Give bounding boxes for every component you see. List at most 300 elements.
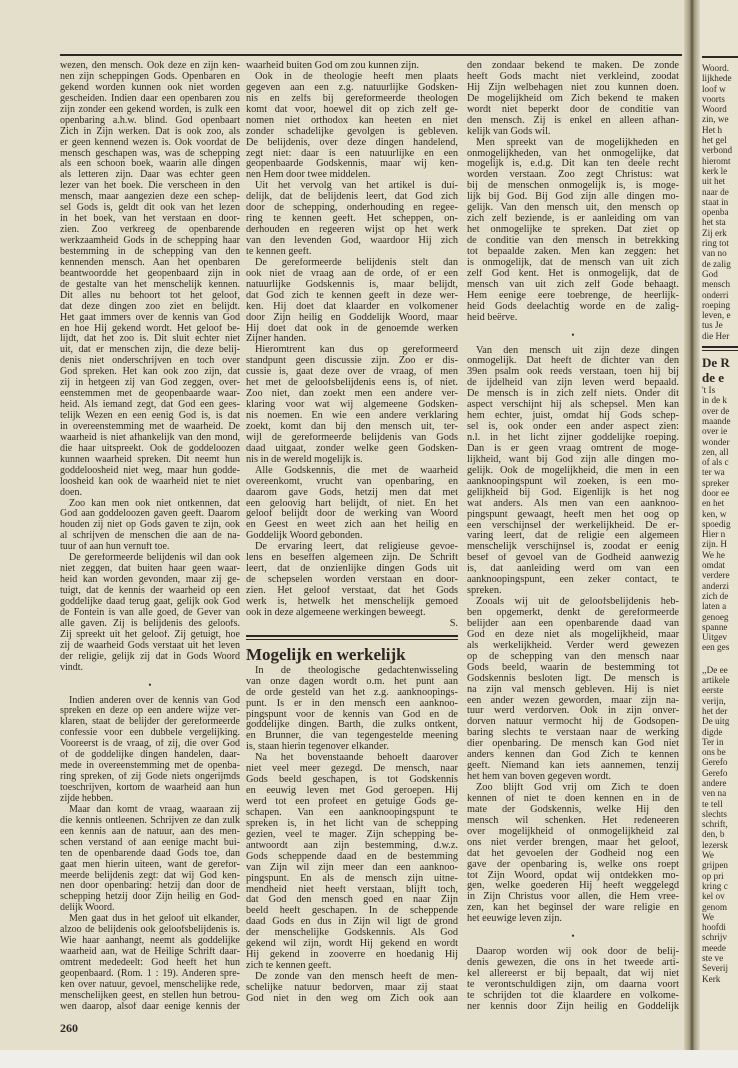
text-line: kerk le	[702, 165, 728, 176]
section-separator: •	[148, 679, 152, 690]
text-line: openbaring a.h.w. blind. God openbaart	[60, 115, 240, 126]
text-line: 39en psalm ook reeds verstaan, toen hij bij	[467, 367, 679, 378]
text-line: daad uitgaat, zonder welke geen Godsken-	[246, 443, 458, 454]
text-line: dier openbaring. De mensch kan God niet	[467, 739, 679, 750]
text-line: ken. Hij doet dat klaarder en volkomener	[246, 301, 458, 312]
text-line: telijk Wezen en een eenig God is, is dat	[60, 411, 240, 421]
text-line: Hij doet dat ook in de genoemde werken	[246, 323, 458, 334]
text-line: God niet in den weg om Zich ook aan	[246, 993, 458, 1004]
paragraph	[246, 61, 458, 72]
text-line: komt dat voor, hoewel dit op zich zelf ge-	[246, 104, 458, 115]
text-line: kel ov	[702, 891, 725, 902]
text-line: Goddelijk Woord gebonden.	[246, 531, 363, 542]
text-line: het hem van boven gegeven wordt.	[467, 772, 612, 783]
text-line: zich de	[702, 590, 729, 601]
text-line: mate der Godskennis, welke Hij den	[467, 804, 679, 815]
text-line: bij de menschen onmogelijk is, is moge-	[467, 181, 679, 192]
header-rule	[60, 54, 682, 56]
text-line: en eeuwig leven met God geroepen. Hij	[246, 786, 458, 797]
text-line: overeenkomt, vrucht van openbaring, en	[246, 476, 458, 487]
text-line: mensch van uit zich zelf Gode behaagt.	[467, 279, 679, 290]
text-line: ring te kennen geeft. Het scheppen, on-	[246, 214, 458, 225]
text-line: anderzi	[702, 580, 730, 591]
text-line: een geloovig hart belijdt, of niet. En het	[246, 498, 458, 509]
text-line: staat in	[702, 196, 729, 207]
text-line: de zalig	[702, 258, 731, 269]
text-line: de schepselen worden verstaan en door-	[246, 575, 458, 586]
text-line: alzoo de belijdenis ook geloofsbelijdenis is.	[60, 925, 240, 936]
text-line: klaren, staat de belijder der gereformeerde	[60, 717, 240, 728]
text-line: der menschelijke Godskennis. Als God	[246, 928, 458, 939]
column-3	[467, 61, 679, 1013]
text-line: en Geest en weet zich aan het heilig en	[246, 520, 458, 531]
text-line: dat God den mensch goed en naar Zijn	[246, 895, 458, 906]
text-line: in de k	[702, 395, 728, 406]
text-line: Zij spreekt uit het geloof. Zij getuigt, hoe	[60, 629, 240, 640]
text-line: en het	[702, 498, 725, 509]
text-line: meede	[702, 942, 726, 953]
text-line: God spreken. Het kan ook zoo zijn, dat	[60, 367, 240, 378]
text-line: zich te kennen geeft.	[246, 961, 332, 972]
text-line: dat het gevoelen der Godheid nog een	[467, 848, 679, 859]
text-line: Hieromtrent kan dus op gereformeerd	[255, 345, 458, 356]
text-line: 't Is	[702, 385, 716, 396]
text-line: niet zeggen, dat buiten haar geen waar-	[60, 564, 240, 575]
text-line: ring spreken, of zij Gode niets ongerijmds	[60, 772, 240, 783]
text-line: Dan is er geen vraag omtrent de moge-	[467, 443, 679, 454]
text-line: werd tot een profeet en getuige Gods ge-	[246, 797, 458, 807]
text-line: Godskennis besloten ligt. De mensch is	[467, 673, 679, 684]
text-line: lijk bij God. Bij God zijn alle dingen mo-	[467, 192, 679, 203]
text-line: wordt niet beperkt door de conditie van	[467, 104, 679, 115]
text-line: tus Je	[702, 320, 723, 331]
paragraph	[246, 466, 458, 543]
text-line: loosheid kan ook de waarheid niet te niet	[60, 476, 240, 487]
text-line: over ie	[702, 426, 728, 437]
section-rule	[246, 635, 458, 640]
text-line: ken over natuur, gevoel, menschelijke rede,	[60, 979, 240, 990]
text-line: een kennis aan de natuur, aan des men-	[60, 826, 240, 837]
text-line: omtrent mededeelt: God heeft het hun	[60, 958, 240, 968]
text-line: gezien, veel te mager. Zijn schepping be-	[246, 829, 458, 840]
text-line: wijl de gereformeerde belijdenis van Gods	[246, 432, 458, 443]
paragraph	[702, 63, 738, 341]
text-line: lens en beseffen algemeen zijn. De Schrift	[246, 553, 458, 564]
text-line: houden zij niet op Gods gaven te zijn, ook	[60, 520, 240, 531]
text-line: toeschrijven, kortom de waarheid aan hun	[60, 783, 240, 793]
text-line: God aan goddeloozen gaven geeft. Daarom	[60, 509, 240, 520]
text-line: een ges	[702, 642, 730, 653]
text-line: als een schoon boek, waarin alle dingen	[60, 159, 240, 170]
text-line: den mensch. Zij is enkel en alleen afhan-	[467, 115, 679, 126]
text-line: gelijkheid bij God. Eigenlijk is het nog	[467, 487, 679, 498]
paragraph	[467, 597, 679, 783]
text-line: Hier n	[702, 529, 726, 540]
text-line: hieromt	[702, 155, 731, 166]
text-line: heeft Gods macht niet verkleind, zoodat	[467, 71, 679, 82]
text-line: gekend worden kunnen ook niet worden	[60, 82, 240, 93]
article-heading: de e	[702, 370, 725, 386]
text-line: zegt niet: daar is een natuurlijke en een	[246, 148, 458, 159]
text-line: ste ve	[702, 953, 724, 964]
text-line: ten de openbarende daad Gods toe, dan	[60, 848, 240, 859]
text-line: Woord	[702, 104, 727, 115]
text-line: mendheid niet heeft verstaan, blijft toch,	[246, 884, 458, 895]
text-line: op de schepping van den mensch naar	[467, 651, 679, 662]
text-line: Woord.	[702, 63, 730, 73]
text-line: roeping	[702, 299, 731, 310]
spacer	[702, 653, 738, 665]
text-line: genom	[702, 901, 728, 912]
text-line: schrift,	[702, 819, 728, 830]
text-line: bestemming in de schepping van den	[60, 246, 240, 257]
text-line: lijkheid, want bij God zijn alle dingen mo-	[467, 454, 679, 465]
text-line: van Zijn wil zijn meer dan een aanknoo-	[246, 862, 458, 873]
text-line: nis in de wereld mogelijk is.	[246, 454, 363, 465]
text-line: het sta	[702, 217, 726, 228]
text-line: nen zijn scheppingen Gods. Openbaren en	[60, 71, 240, 82]
text-line: geeft. Niemand kan iets aannemen, tenzij	[467, 761, 679, 772]
text-line: gave der openbaring is, welke ons roept	[467, 859, 679, 870]
paragraph	[467, 783, 679, 925]
text-line: kel allereerst er bij bepaalt, dat wij niet	[467, 969, 679, 980]
text-line: ,,De ee	[702, 664, 728, 675]
text-line: zoekt, komt dan bij den mensch uit, ter-	[246, 421, 458, 432]
text-line: van onze dagen wordt o.m. het punt aan	[246, 676, 458, 687]
text-line: kring c	[702, 880, 728, 891]
text-line: zelf God kent. Het is onmogelijk, dat de	[467, 268, 679, 279]
text-line: gaat men hierin uiteen, want de gerefor-	[60, 859, 240, 870]
text-line: Gods scheppende daad en de bestemming	[246, 851, 458, 862]
text-line: Zoo blijft God vrij om Zich te doen	[476, 783, 679, 793]
text-line: n.l. in het licht zijner goddelijke roeping.	[467, 433, 679, 443]
text-line: het gel	[702, 135, 727, 146]
text-line: tot bepaalde zaken. Men kan zeggen: het	[467, 246, 679, 257]
page-gutter	[684, 0, 700, 1050]
text-line: in Zijn Christus voor allen, die Hem vree-	[467, 892, 679, 903]
text-line: onmogelijk. Dat heeft de dichter van den	[467, 356, 679, 367]
text-line: het eeuwige leven zijn.	[467, 914, 562, 925]
text-line: spreken en deze op een andere wijze ver-	[60, 706, 240, 717]
text-line: niet veel meer gezegd. De mensch, naar	[246, 764, 458, 775]
text-line: gescheiden. Indien daar een openbaren zou	[60, 93, 240, 104]
text-line: de ijdelheid van zijn leven werd bepaald.	[467, 378, 679, 389]
text-line: punt. Is er in den mensch een aanknoo-	[246, 698, 458, 709]
text-line: zien. Het geloof verstaat, dat het Gods	[246, 586, 458, 596]
text-line: mensch wil schenken. Het redeneeren	[467, 815, 679, 826]
text-line: wezen, den mensch. Ook deze en zijn ken-	[60, 61, 240, 71]
text-line: werkzaamheid Gods in de schepping haar	[60, 236, 240, 246]
text-line: der religie, gelijk zij dat in Gods Woord	[60, 651, 240, 662]
text-line: We	[702, 911, 715, 922]
text-line: sel Gods is, geldt dit ook van het lezen	[60, 203, 240, 214]
text-line: delijk, dat de belijdenis leert, dat God zich	[246, 192, 458, 203]
article-heading: De R	[702, 355, 730, 371]
text-line: Wie haar aanhangt, neemt als goddelijke	[60, 936, 240, 947]
text-line: pingspunt voor de kennis van God en de	[246, 709, 458, 720]
paragraph	[60, 499, 240, 554]
text-line: maande	[702, 415, 731, 426]
text-line: Gerefo	[702, 767, 728, 778]
text-line: zich zelf beziende, is er aanleiding om van	[467, 214, 679, 225]
text-line: door de schepping, onderhouding en regee-	[246, 203, 458, 214]
text-line: zen, all	[702, 446, 729, 457]
text-line: menschelijken geest, en stellen hun betrou-	[60, 990, 240, 1001]
text-line: nen Hem door twee middelen.	[246, 170, 371, 181]
text-line: De mensch is in zich zelf niets. Onder dit	[467, 389, 679, 400]
text-line: beantwoordde het geopenbaard zijn in	[60, 268, 240, 279]
text-line: beeld heeft geschapen. In de scheppende	[246, 906, 458, 917]
text-line: genoeg	[702, 611, 729, 622]
text-line: te verontschuldigen zijn, om daarna voort	[467, 980, 679, 990]
text-line: kunnen waarheid spreken. Dit neemt hun	[60, 454, 240, 465]
column-2	[246, 61, 458, 1005]
text-line: heid Gods deelachtig worde en de zalig-	[467, 301, 679, 312]
text-line: ben opgemerkt, denkt de gereformeerde	[467, 608, 679, 618]
text-line: spreken is, in het licht van de schepping	[246, 818, 458, 829]
text-line: zij de waarheid Gods verstaat uit het leven	[60, 640, 240, 651]
text-line: laten a	[702, 601, 727, 612]
text-line: aanknoopingspunt, een zeker contact, te	[467, 575, 679, 586]
text-line: geloof belijdt door de werking van Woord	[246, 509, 458, 520]
text-line: spreken.	[467, 586, 502, 597]
text-line: ner kennis door Zijn heilig en Goddelijk	[467, 1001, 679, 1012]
text-line: Zooals wij uit de geloofsbelijdenis heb-	[476, 597, 679, 608]
text-line: openba	[702, 207, 729, 218]
text-line: tuur of aan hun vernuft toe.	[60, 542, 170, 553]
text-line: In de theologische gedachtenwisseling	[255, 665, 458, 676]
paragraph	[246, 753, 458, 972]
paragraph	[467, 947, 679, 1013]
paragraph	[246, 181, 458, 258]
text-line: De gereformeerde belijdenis stelt dan	[255, 257, 458, 268]
text-line: onderri	[702, 289, 729, 300]
text-line: We he	[702, 549, 725, 560]
text-line: wen daarop, alsof daar eenige kennis der	[60, 1001, 240, 1012]
text-line: leert, dat de onzienlijke dingen Gods uit	[246, 564, 458, 575]
text-line: gen, welke goederen Hij heeft weggelegd	[467, 881, 679, 892]
text-line: nis noemen. En wie een andere verklaring	[246, 411, 458, 421]
text-line: Hij Zijn welbehagen niet zou kunnen doen.	[467, 82, 679, 93]
text-line: lezersk	[702, 839, 729, 850]
text-line: eerste	[702, 685, 724, 696]
text-line: Kerk	[702, 973, 721, 984]
text-line: zien. Zoo verkreeg de openbarende	[60, 225, 240, 236]
text-line: Zoo niet, dan zoekt men een andere ver-	[246, 389, 458, 400]
text-line: worden verstaan. Zoo zegt Christus: wat	[467, 170, 679, 181]
text-line: Zich in Zijn werken. Dat is ook zoo, als	[60, 126, 240, 137]
text-line: zijn zonder een gekend worden, is zulk een	[60, 104, 240, 115]
text-line: een ander wezen geworden, maar zijn na-	[467, 695, 679, 706]
text-line: geopenbaard. (Rom. 1 : 19). Anderen spre-	[60, 968, 240, 979]
text-line: zin, we	[702, 114, 729, 125]
text-line: zijde hebben.	[60, 793, 114, 804]
text-line: cussie is, gaat deze over de vraag, of men	[246, 367, 458, 378]
paragraph	[246, 72, 458, 181]
text-line: van no	[702, 248, 727, 259]
text-line: anders kennen dan God Zich te kennen	[467, 750, 679, 761]
text-line: De mogelijkheid om Zich bekend te maken	[467, 93, 679, 104]
text-line: kennenden mensch. Aan het openbaren	[60, 257, 240, 268]
text-line: loof w	[702, 83, 726, 94]
text-line: heid beërve.	[467, 312, 518, 323]
text-line: Hij gekend in zooverre en hoedanig Hij	[246, 950, 458, 961]
text-line: die haar uitspreekt. Ook de goddeloozen	[60, 443, 240, 454]
text-line: standpunt geen discussie zijn. Zoo er dis-	[246, 356, 458, 367]
text-line: denis gewezen, die ons in het tweede arti-	[467, 958, 679, 969]
text-line: te kennen geeft.	[246, 246, 312, 257]
text-line: gegeven aan een z.g. natuurlijke Godsken-	[246, 82, 458, 93]
paragraph	[702, 665, 738, 984]
text-line: de gestalte van het menschelijk kennen.	[60, 279, 240, 290]
text-line: dat deze dingen zoo ziet en belijdt.	[60, 301, 240, 312]
text-line: ons niet verder brengen, maar het geloof,	[467, 837, 679, 848]
page-edge	[0, 1050, 738, 1068]
text-line: Daarop worden wij ook door de belij-	[476, 947, 679, 958]
text-line: ter wa	[702, 467, 725, 478]
text-line: te tell	[702, 798, 723, 809]
text-line: goddelijke dingen. Barth, die zulks ontkent,	[246, 720, 458, 731]
text-line: uit, dat er menschen zijn, die deze belij-	[60, 345, 240, 356]
text-line: het met de geloofsbelijdenis eens is, of niet.	[246, 378, 458, 389]
text-line: de conditie van den mensch in betrekking	[467, 236, 679, 246]
text-line: ring tot	[702, 238, 729, 249]
text-line: mogelijk is, e.d.g. Dit kan ten deele recht	[467, 159, 679, 170]
text-line: is, dat aanleiding werd om van een	[467, 564, 679, 575]
text-line: is onmogelijk, dat de mensch van uit zich	[467, 257, 679, 268]
text-line: alle gaven. Zij is belijdenis des geloofs.	[60, 618, 240, 629]
text-line: Het h	[702, 124, 723, 135]
text-line: Maar dan komt de vraag, waaraan zij	[69, 804, 240, 815]
text-line: denis niet onderschrijven en toch over	[60, 356, 240, 367]
section-separator: •	[571, 931, 575, 942]
text-line: Men gaat dus in het geloof uit elkander,	[69, 914, 240, 925]
text-line: goddeloosheid niet weg, maar hun godde-	[60, 465, 240, 476]
text-line: lijdt, dat het zoo is. Dit sluit echter niet	[60, 334, 240, 345]
text-line: wat anders. Als men van een aanknoo-	[467, 498, 679, 509]
text-line: Het gaat immers over de kennis van God	[60, 312, 240, 323]
text-line: als letteren zijn. Daar was echter geen	[60, 170, 240, 181]
paragraph	[60, 696, 240, 805]
text-line: Ook in de theologie heeft men plaats	[255, 71, 458, 82]
paragraph	[246, 345, 458, 465]
text-line: slechts	[702, 808, 728, 819]
text-line: Uit het vervolg van het artikel is dui-	[255, 181, 458, 192]
text-line: op pri	[702, 870, 724, 881]
text-line: mensch, maar aangezien deze een schep-	[60, 192, 240, 203]
text-line: dorven natuur vermocht hij de Godsopen-	[467, 717, 679, 728]
text-line: het der	[702, 705, 728, 716]
text-line: schrijv	[702, 932, 728, 943]
text-line: omdat	[702, 560, 725, 571]
text-line: heid. Als iemand zegt, dat God een gees-	[60, 400, 240, 411]
text-line: ken, w	[702, 508, 727, 519]
text-line: is, staan hierin tegenover elkander.	[246, 742, 389, 753]
text-line: natuurlijke Godskennis is, maar belijdt,	[246, 279, 458, 290]
text-line: Na het bovenstaande behoeft daarover	[255, 753, 458, 764]
text-line: uit het	[702, 176, 726, 187]
paragraph	[60, 805, 240, 914]
paragraph	[467, 138, 679, 324]
text-line: tuur werd verdorven. Ook in zijn onver-	[467, 706, 679, 717]
text-line: pingspunt. En als de mensch zijn uitne-	[246, 873, 458, 884]
text-line: artikele	[702, 675, 730, 686]
text-line: tuigt, dat de kennis der waarheid op een	[60, 586, 240, 596]
text-line: De ervaring leert, dat religieuse gevoe-	[255, 542, 458, 553]
text-line: verbond	[702, 145, 733, 156]
text-line: We	[702, 850, 715, 861]
text-line: De zonde van den mensch heeft de men-	[255, 972, 458, 982]
text-line: de Fontein is van alle goed, de Gever van	[60, 607, 240, 618]
text-line: sel is, ook onder een ander aspect zien:	[467, 422, 679, 433]
paragraph	[60, 914, 240, 1012]
text-line: te schrijden tot die klaardere en volkome-	[467, 990, 679, 1001]
text-line: Gerefo	[702, 757, 728, 768]
text-line: kennen of niet te doen kennen en in de	[467, 793, 679, 804]
author-signature: S.	[449, 617, 458, 629]
paragraph	[467, 346, 679, 598]
text-line: ons be	[702, 747, 726, 758]
text-line: naar de	[702, 186, 729, 197]
text-line: God	[702, 268, 718, 279]
text-line: Zijner handen.	[246, 334, 307, 345]
text-line: hem echter, juist, omdat hij Gods schep-	[467, 411, 679, 422]
text-line: aspect verschijnt hij als schepsel. Men kan	[467, 400, 679, 411]
text-line: Gods beeld geschapen, is tot Godskennis	[246, 775, 458, 786]
text-line: derhouden en regeeren wijst op het werk	[246, 225, 458, 236]
text-line: zijn. H	[702, 539, 728, 550]
text-line: die Her	[702, 330, 730, 341]
text-line: al schrijven de menschen die aan de na-	[60, 531, 240, 542]
text-line: er geen kennend wezen is. Ook voordat de	[60, 137, 240, 148]
right-page-column	[702, 63, 738, 984]
text-line: werk is, hetwelk het menschelijk gemoed	[246, 596, 458, 607]
text-line: schen verstand of aan eenige macht bui-	[60, 837, 240, 848]
text-line: klaring voor wat wij algemeene Godsken-	[246, 400, 458, 411]
text-line: daad Gods en dus in Zijn wil ligt de grond	[246, 917, 458, 928]
text-line: Zij erk	[702, 227, 727, 238]
text-line: nis en zelfs bij gereformeerde theologen	[246, 93, 458, 104]
text-line: Hem eenige eere toebrenge, de heerlijk-	[467, 290, 679, 301]
text-line: dat God zich te kennen geeft in deze wer-	[246, 290, 458, 301]
text-line: hoofdi	[702, 922, 726, 933]
text-line: door ee	[702, 487, 730, 498]
text-line: waarheid is niet afhankelijk van den mond,	[60, 432, 240, 443]
text-line: ook niet de vraag aan de orde, of er een	[246, 268, 458, 279]
text-line: De belijdenis, over deze dingen handelend,	[246, 137, 458, 148]
text-line: verdere	[702, 570, 730, 581]
text-line: Ter in	[702, 736, 724, 747]
text-line: zen, kan het beginsel der ware religie en	[467, 903, 679, 914]
text-line: De uitg	[702, 716, 730, 727]
text-line: confessie voor een dubbele vergelijking.	[60, 728, 240, 739]
text-line: antwoordt aan zijn bestemming, d.w.z.	[246, 840, 458, 851]
text-line: schepping hetzij door Zijn heilig en God-	[60, 892, 240, 903]
text-line: ook in deze algemeene werkingen beweegt.	[246, 607, 426, 618]
text-line: menschelijk verschijnsel is, zoodat er eenig	[467, 542, 679, 553]
text-line: andere	[702, 778, 727, 788]
text-line: schelijke natuur bedorven, maar zij staat	[246, 982, 458, 993]
text-line: mensch	[702, 279, 731, 290]
text-line: Alle Godskennis, die met de waarheid	[255, 465, 458, 476]
text-line: waarheid aan, wat de Heilige Schrift daar-	[60, 947, 240, 958]
text-line: of de goddelijke dingen handelen, daar-	[60, 750, 240, 761]
text-line: Severij	[702, 963, 729, 974]
text-line: heid kan worden gevonden, maar zij ge-	[60, 575, 240, 586]
text-line: Van den mensch uit zijn deze dingen	[476, 345, 679, 356]
text-line: voorts	[702, 93, 725, 104]
section-separator: •	[571, 329, 575, 340]
